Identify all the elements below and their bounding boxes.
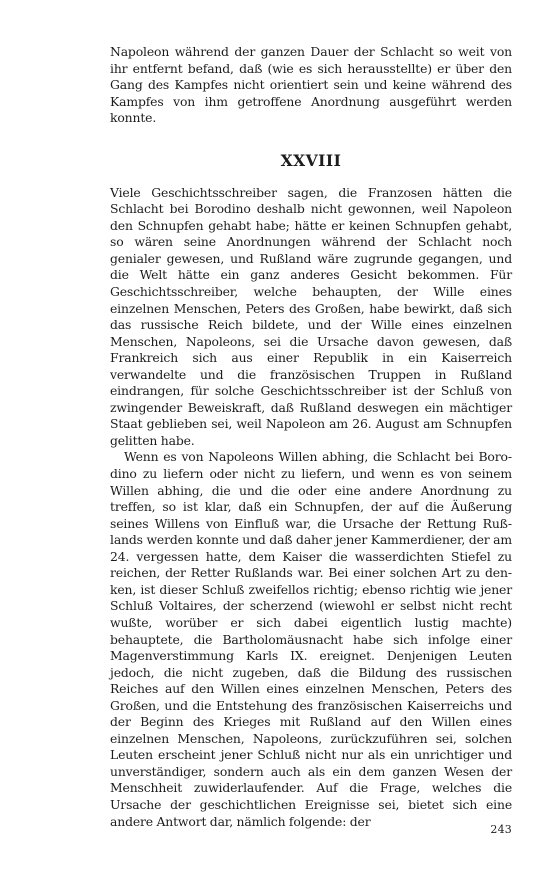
book-page [110, 44, 512, 830]
page-number: 243 [490, 823, 512, 836]
chapter-heading: XXVIII [280, 150, 342, 170]
intro-paragraph: Napoleon während der ganzen Dauer der Schlacht so weit von ihr entfernt befand, daß (wie es sich herausstellte) er über den Gang des Kampfes nicht orientiert sein und keine während des Kampfes von ihm getroffene Anordnung ausgeführt werden konnte. [110, 44, 512, 126]
body-paragraph-2: Wenn es von Napoleons Willen abhing, die Schlacht bei Borodino zu liefern oder nicht zu liefern, und wenn es von seinem Willen abhing, die und die oder eine andere Anordnung zu treffen, so ist klar, daß ein Schnupfen, der auf die Äußerung seines Willens von Einfluß war, die Ursache der Rettung Rußlands werden konnte und daß daher jener Kammerdiener, der am 24. vergessen hatte, dem Kaiser die wasserdichten Stiefel zu reichen, der Retter Rußlands war. Bei einer solchen Art zu denken, ist dieser Schluß zweifellos richtig; ebenso richtig wie jener Schluß Voltaires, der scherzend (wiewohl er selbst nicht recht wußte, worüber er sich dabei eigentlich lustig machte) behauptete, die Bartholomäusnacht habe sich infolge einer Magenverstimmung Karls IX. ereignet. Denjenigen Leuten jedoch, die nicht zugeben, daß die Bildung des russischen Reiches auf den Willen eines einzelnen Menschen, Peters des Großen, und die Entstehung des französischen Kaiserreichs und der Beginn des Krieges mit Rußland auf den Willen eines einzelnen Menschen, Napoleons, zurückzuführen sei, solchen Leuten erscheint jener Schluß nicht nur als ein unrichtiger und unverständiger, sondern auch als ein dem ganzen Wesen der Menschheit zuwiderlaufender. Auf die Frage, welches die Ursache der geschichtlichen Ereignisse sei, bietet sich eine andere Antwort dar, nämlich folgende: der [110, 449, 512, 829]
body-paragraph-1: Viele Geschichtsschreiber sagen, die Franzosen hätten die Schlacht bei Borodino deshalb nicht gewonnen, weil Napoleon den Schnupfen gehabt habe; hätte er keinen Schnupfen gehabt, so wären seine Anordnungen während der Schlacht noch genialer gewesen, und Rußland wäre zugrunde gegangen, und die Welt hätte ein ganz anderes Gesicht bekommen. Für Geschichtsschreiber, welche behaupten, der Wille eines einzelnen Menschen, Peters des Großen, habe bewirkt, daß sich das russische Reich bildete, und der Wille eines einzelnen Menschen, Napoleons, sei die Ursache davon gewesen, daß Frankreich sich aus einer Republik in ein Kaiserreich verwandelte und die französischen Truppen in Rußland eindrangen, für solche Geschichtsschreiber ist der Schluß von zwingender Beweiskraft, daß Rußland deswegen ein mächtiger Staat geblieben sei, weil Napoleon am 26. August am Schnupfen gelitten habe. [110, 184, 512, 448]
